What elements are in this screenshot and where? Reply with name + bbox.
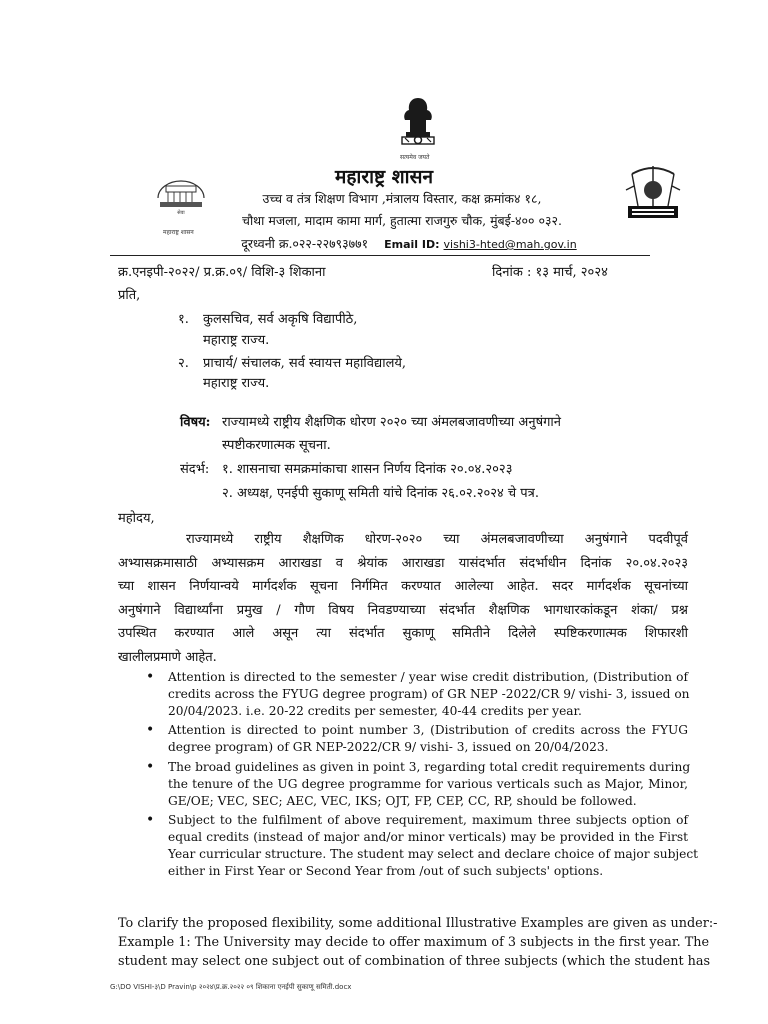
list-item-line: credits across the FYUG degree program) of GR NEP -2022/CR 9/ vishi- 3, issued on xyxy=(168,686,690,701)
reference-line-2: २. अध्यक्ष, एनईपी सुकाणू समिती यांचे दिनांक २६.०२.२०२४ चे पत्र. xyxy=(222,486,539,501)
list-item-line: • Attention is directed to point number 3, (Distribution of credits across the FYUG xyxy=(168,723,688,738)
footer-file-path: G:\DO VISHI-३\D Pravin\p २०२४\प्र.क्र.२०२२ ०९ शिकाना एनईपी सुकाणू समिती.docx xyxy=(110,983,352,991)
left-logo-caption: महाराष्ट्र शासन xyxy=(163,229,194,236)
svg-text:सेवा: सेवा xyxy=(177,210,185,216)
recipient-1-line2: महाराष्ट्र राज्य. xyxy=(203,333,270,348)
department-title: महाराष्ट्र शासन xyxy=(334,166,433,188)
closing-line: Example 1: The University may decide to offer maximum of 3 subjects in the first year. The xyxy=(118,935,710,950)
contact-line xyxy=(0,235,768,252)
paragraph-line: उपस्थित करण्यात आले असून त्या संदर्भात सुकाणू समितीने दिलेले स्पष्टिकरणात्मक शिफारशी xyxy=(118,626,688,641)
emblem-motto: सत्यमेव जयते xyxy=(400,154,430,161)
list-item-line: equal credits (instead of major and/or minor verticals) may be provided in the First xyxy=(168,830,688,845)
list-item xyxy=(168,759,691,809)
recipient-2-num: २. xyxy=(178,356,189,371)
subject-line-1: राज्यामध्ये राष्ट्रीय शैक्षणिक धोरण २०२० च्या अंमलबजावणीच्या अनुषंगाने xyxy=(222,415,561,430)
email-link[interactable]: vishi3-hted@mah.gov.in xyxy=(443,238,577,251)
paragraph-line: खालीलप्रमाणे आहेत. xyxy=(118,649,217,665)
list-item-line: GE/OE; VEC, SEC; AEC, VEC, IKS; OJT, FP, CEP, CC, RP, should be followed. xyxy=(168,793,637,808)
reference-line-1: १. शासनाचा समक्रमांकाचा शासन निर्णय दिनांक २०.०४.२०२३ xyxy=(222,462,513,477)
recipient-1-num: १. xyxy=(178,312,189,327)
header-divider xyxy=(110,255,650,256)
address-line-2: चौथा मजला, मादाम कामा मार्ग, हुतात्मा राजगुरु चौक, मुंबई-४०० ०३२. xyxy=(242,213,562,228)
list-item-line: 20/04/2023. i.e. 20-22 credits per semester, 40-44 credits per year. xyxy=(168,703,582,718)
paragraph-line: राज्यामध्ये राष्ट्रीय शैक्षणिक धोरण-२०२० च्या अंमलबजावणीच्या अनुषंगाने पदवीपूर्व xyxy=(186,532,688,547)
reference-number: क्र.एनइपी-२०२२/ प्र.क्र.०९/ विशि-३ शिकाना xyxy=(118,265,326,280)
phone-number: दूरध्वनी क्र.०२२-२२७९३७७१ xyxy=(241,236,369,251)
list-item xyxy=(168,722,688,756)
list-item-line: • Attention is directed to the semester / year wise credit distribution, (Distribution of xyxy=(168,670,688,684)
national-emblem xyxy=(396,94,440,152)
list-item xyxy=(168,669,688,719)
subject-line-2: स्पष्टीकरणात्मक सूचना. xyxy=(222,438,331,453)
subject-label: विषय: xyxy=(180,415,211,430)
recipient-1-line1: कुलसचिव, सर्व अकृषि विद्यापीठे, xyxy=(203,312,358,327)
closing-paragraph xyxy=(118,914,718,971)
list-item-line: • The broad guidelines as given in point 3, regarding total credit requirements during xyxy=(168,759,691,774)
paragraph-line: अभ्यासक्रमासाठी अभ्यासक्रम आराखडा व श्रेयांक आराखडा यासंदर्भात संदर्भाधीन दिनांक २०.०४.२०२३ xyxy=(118,555,688,571)
paragraph-line: अनुषंगाने विद्यार्थ्यांना प्रमुख / गौण विषय निवडण्याच्या संदर्भात शैक्षणिक भागधारकांकडून शंका/ प्रश्न xyxy=(118,602,688,618)
recipient-to: प्रति, xyxy=(118,288,141,303)
closing-line: student may select one subject out of combination of three subjects (which the student has xyxy=(118,954,711,969)
list-item-line: • Subject to the fulfilment of above requirement, maximum three subjects option of xyxy=(168,813,688,828)
list-item-line: either in First Year or Second Year from /out of such subjects' options. xyxy=(168,863,604,878)
list-item-line: degree program) of GR NEP-2022/CR 9/ vishi- 3, issued on 20/04/2023. xyxy=(168,740,609,755)
reference-label: संदर्भ: xyxy=(180,462,210,477)
email-label: Email ID: xyxy=(384,238,440,251)
body-paragraph xyxy=(118,528,688,669)
list-item-line: the tenure of the UG degree programme for various verticals such as Major, Minor, xyxy=(168,776,688,791)
guideline-list xyxy=(168,669,699,883)
paragraph-line: च्या शासन निर्णयान्वये मार्गदर्शक सूचना निर्गमित करण्यात आलेल्या आहेत. सदर मार्गदर्शक सूचनांच्या xyxy=(118,579,688,594)
list-item xyxy=(168,812,699,879)
list-item-line: Year curricular structure. The student may select and declare choice of major subject xyxy=(168,846,699,861)
recipient-2-line2: महाराष्ट्र राज्य. xyxy=(203,376,270,391)
closing-line: To clarify the proposed flexibility, some additional Illustrative Examples are given as under:- xyxy=(118,916,718,931)
letter-date: दिनांक : १३ मार्च, २०२४ xyxy=(492,265,608,280)
salutation: महोदय, xyxy=(118,511,155,526)
recipient-2-line1: प्राचार्य/ संचालक, सर्व स्वायत्त महाविद्यालये, xyxy=(203,356,407,371)
address-line-1: उच्च व तंत्र शिक्षण विभाग ,मंत्रालय विस्तार, कक्ष क्रमांक४ १८, xyxy=(262,191,542,206)
